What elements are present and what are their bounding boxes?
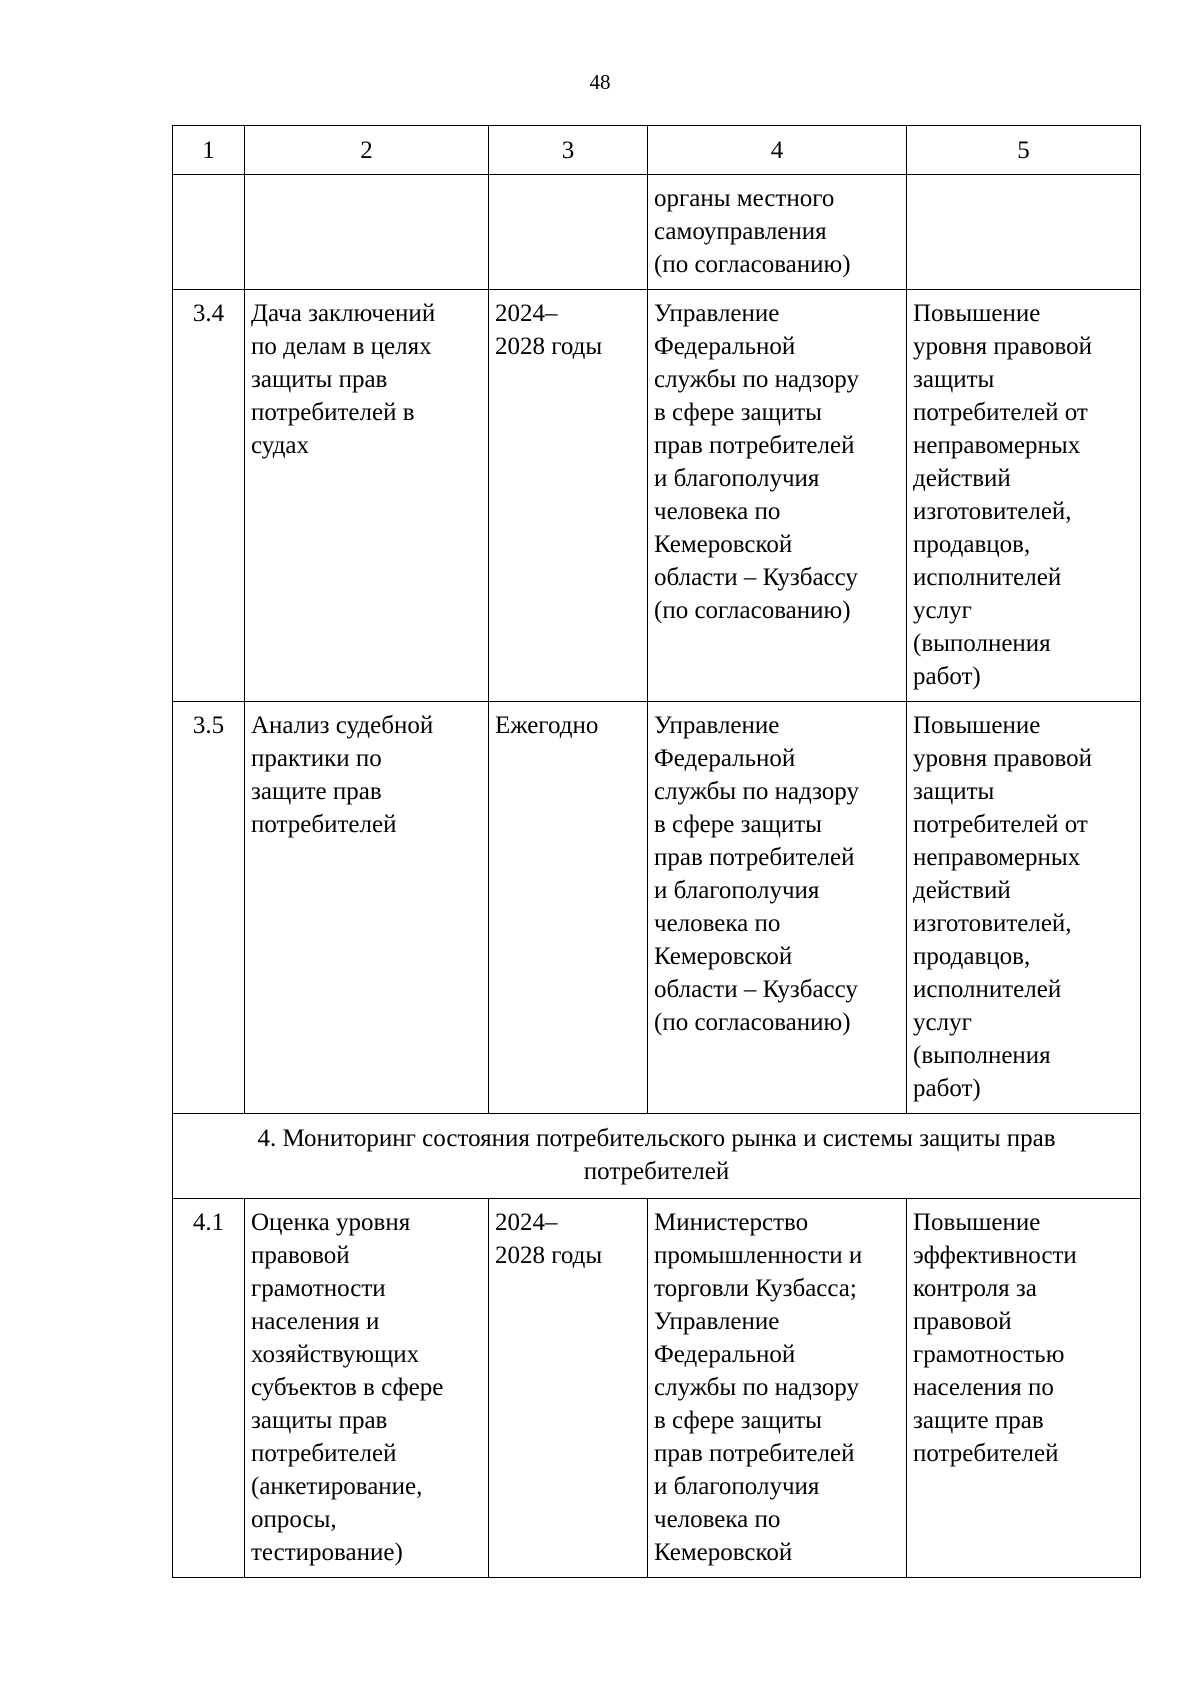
executor-cell: Управление Федеральной службы по надзору в сфере защиты прав потребителей и благополучия человека по Кемеровской области – Кузбассу (по согласованию) <box>648 290 907 702</box>
result-cell: Повышение эффективности контроля за правовой грамотностью населения по защите прав потребителей <box>907 1199 1141 1578</box>
column-number-header: 4 <box>648 126 907 175</box>
executor-cell: Управление Федеральной службы по надзору в сфере защиты прав потребителей и благополучия человека по Кемеровской области – Кузбассу (по согласованию) <box>648 702 907 1114</box>
result-cell: Повышение уровня правовой защиты потребителей от неправомерных действий изготовителей, продавцов, исполнителей услуг (выполнения работ) <box>907 290 1141 702</box>
row-number-cell: 3.4 <box>173 290 245 702</box>
executor-cell: органы местного самоуправления (по согласованию) <box>648 175 907 290</box>
table-row <box>173 1199 1141 1578</box>
section-heading: 4. Мониторинг состояния потребительского рынка и системы защиты прав потребителей <box>173 1114 1141 1199</box>
period-cell: 2024– 2028 годы <box>489 1199 648 1578</box>
table-row <box>173 290 1141 702</box>
period-cell: 2024– 2028 годы <box>489 290 648 702</box>
table-row <box>173 702 1141 1114</box>
table-header-row <box>173 126 1141 175</box>
column-number-header: 2 <box>245 126 489 175</box>
result-cell <box>907 175 1141 290</box>
row-number-cell: 4.1 <box>173 1199 245 1578</box>
action-cell: Оценка уровня правовой грамотности населения и хозяйствующих субъектов в сфере защиты прав потребителей (анкетирование, опросы, тестирование) <box>245 1199 489 1578</box>
column-number-header: 3 <box>489 126 648 175</box>
section-heading-row <box>173 1114 1141 1199</box>
period-cell: Ежегодно <box>489 702 648 1114</box>
row-number-cell <box>173 175 245 290</box>
action-cell <box>245 175 489 290</box>
action-cell: Анализ судебной практики по защите прав потребителей <box>245 702 489 1114</box>
row-number-cell: 3.5 <box>173 702 245 1114</box>
column-number-header: 5 <box>907 126 1141 175</box>
page-number: 48 <box>589 70 611 94</box>
action-cell: Дача заключений по делам в целях защиты прав потребителей в судах <box>245 290 489 702</box>
column-number-header: 1 <box>173 126 245 175</box>
result-cell: Повышение уровня правовой защиты потребителей от неправомерных действий изготовителей, продавцов, исполнителей услуг (выполнения работ) <box>907 702 1141 1114</box>
table-row <box>173 175 1141 290</box>
period-cell <box>489 175 648 290</box>
executor-cell: Министерство промышленности и торговли Кузбасса; Управление Федеральной службы по надзору в сфере защиты прав потребителей и благополучия человека по Кемеровской <box>648 1199 907 1578</box>
measures-table <box>172 125 1141 1578</box>
